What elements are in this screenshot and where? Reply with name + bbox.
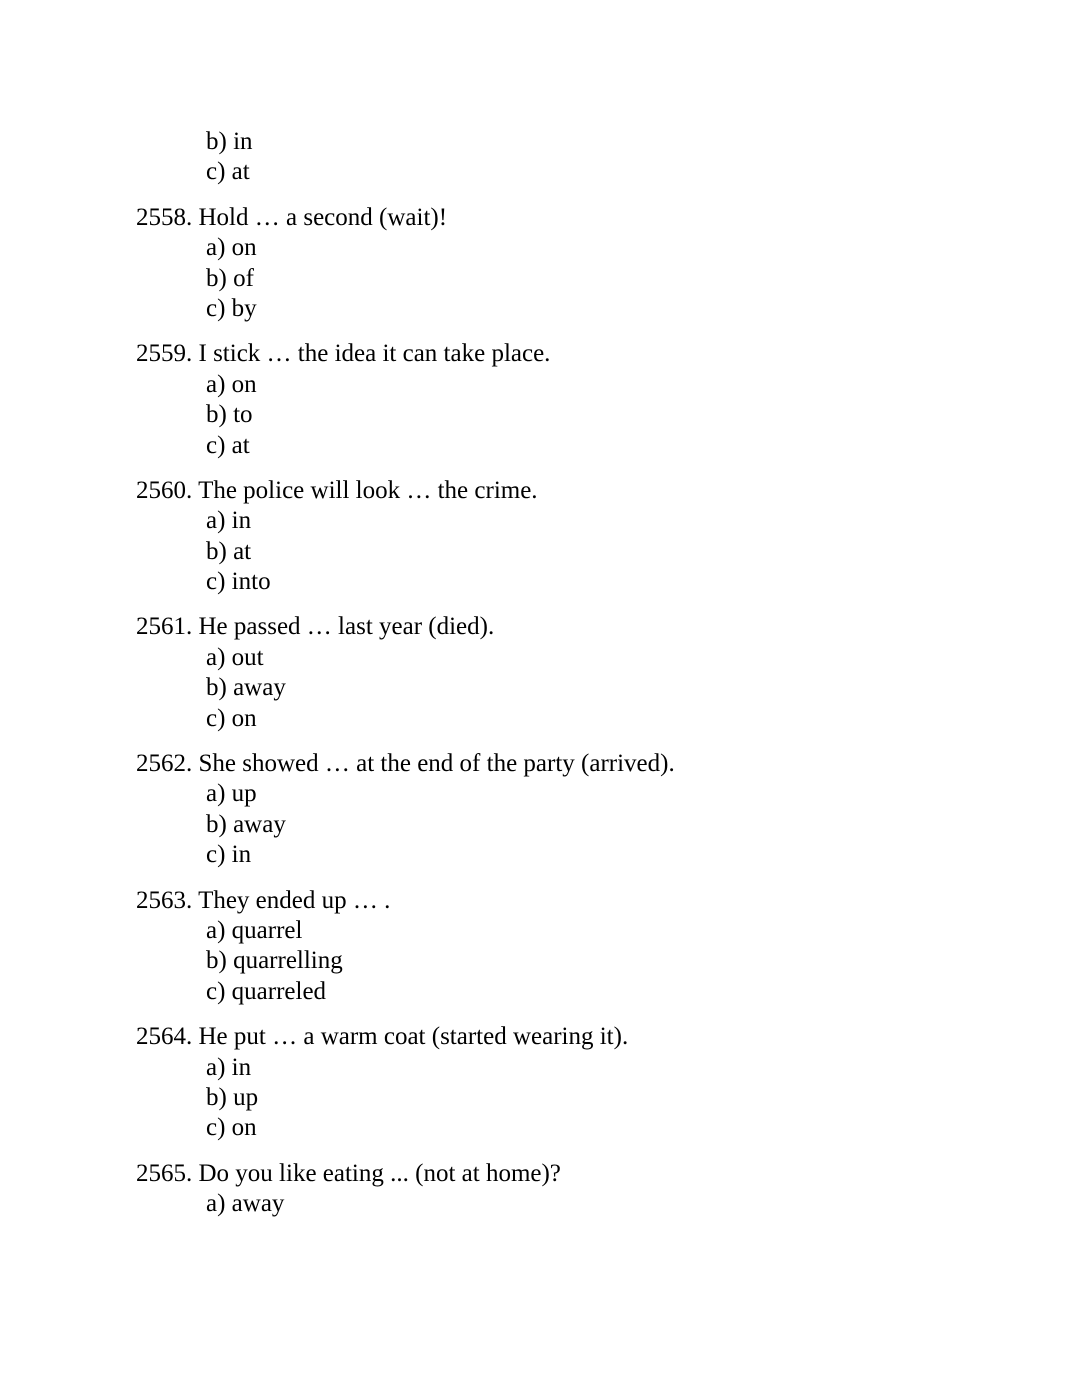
question-2562: [136, 749, 1016, 871]
question-number: 2563.: [136, 886, 193, 914]
answer-option: c) on: [206, 704, 257, 732]
question-2561: [136, 612, 1016, 734]
question-text: The police will look … the crime.: [198, 476, 538, 504]
answer-option: a) on: [206, 234, 257, 262]
question-number: 2559.: [136, 340, 193, 368]
question-number: 2562.: [136, 750, 193, 778]
answer-option: c) at: [206, 431, 250, 459]
answer-option: c) on: [206, 1114, 257, 1142]
answer-option: b) of: [206, 264, 254, 292]
answer-option: a) quarrel: [206, 916, 303, 944]
question-text: He put … a warm coat (started wearing it).: [198, 1023, 629, 1051]
question-2558: [136, 203, 1016, 325]
answer-option: a) in: [206, 507, 252, 535]
answer-option: c) at: [206, 158, 250, 186]
question-list: [136, 127, 1016, 1220]
question-text: Do you like eating ... (not at home)?: [198, 1159, 561, 1187]
question-text: She showed … at the end of the party (arrived).: [198, 750, 675, 778]
question-number: 2561.: [136, 613, 193, 641]
answer-option: b) in: [206, 128, 253, 155]
carryover-options: [136, 127, 1016, 188]
answer-option: a) on: [206, 370, 257, 398]
answer-option: b) away: [206, 674, 286, 702]
answer-option: b) at: [206, 537, 252, 565]
answer-option: a) in: [206, 1053, 252, 1081]
question-number: 2560.: [136, 476, 193, 504]
question-stem: [136, 886, 1016, 916]
question-2564: [136, 1022, 1016, 1144]
answer-option: a) out: [206, 643, 264, 671]
question-text: They ended up … .: [198, 886, 391, 914]
question-text: He passed … last year (died).: [198, 613, 495, 641]
question-stem: [136, 339, 1016, 369]
question-text: I stick … the idea it can take place.: [198, 340, 551, 368]
question-text: Hold … a second (wait)!: [198, 203, 448, 231]
question-2565: [136, 1159, 1016, 1220]
answer-option: c) by: [206, 294, 257, 322]
question-2563: [136, 886, 1016, 1008]
question-stem: [136, 203, 1016, 233]
question-stem: [136, 1022, 1016, 1052]
answer-option: c) quarreled: [206, 977, 327, 1005]
question-stem: [136, 749, 1016, 779]
answer-option: a) away: [206, 1190, 285, 1218]
answer-option: b) away: [206, 810, 286, 838]
question-number: 2558.: [136, 203, 193, 231]
question-stem: [136, 612, 1016, 642]
answer-option: b) quarrelling: [206, 947, 343, 975]
question-stem: [136, 476, 1016, 506]
question-number: 2564.: [136, 1023, 193, 1051]
answer-option: b) to: [206, 401, 253, 429]
question-number: 2565.: [136, 1159, 193, 1187]
question-2559: [136, 339, 1016, 461]
question-2560: [136, 476, 1016, 598]
answer-option: b) up: [206, 1083, 259, 1111]
answer-option: a) up: [206, 780, 257, 808]
question-stem: [136, 1159, 1016, 1189]
answer-option: c) in: [206, 841, 252, 869]
answer-option: c) into: [206, 568, 271, 596]
